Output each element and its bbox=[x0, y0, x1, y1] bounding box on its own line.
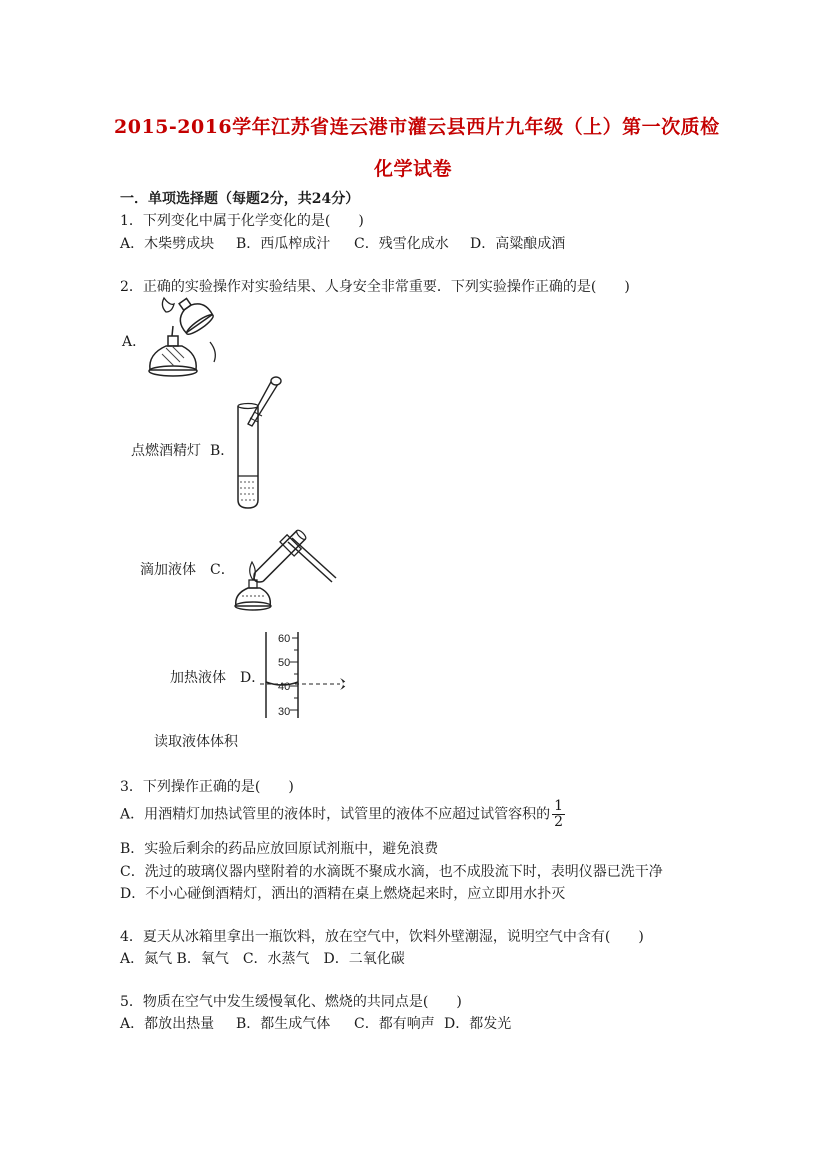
figure-heating-test-tube bbox=[230, 516, 340, 614]
q5-option-b: B．都生成气体 bbox=[236, 1016, 331, 1032]
fraction-denominator: 2 bbox=[554, 814, 564, 830]
paper-subtitle: 化学试卷 bbox=[374, 158, 453, 180]
question-3-stem: 3．下列操作正确的是( ) bbox=[120, 779, 294, 795]
figure-graduated-cylinder bbox=[260, 630, 356, 720]
q4-options: A．氮气 B．氧气 C．水蒸气 D．二氧化碳 bbox=[120, 951, 405, 967]
q3-option-a bbox=[120, 799, 565, 830]
q3-option-c: C．洗过的玻璃仪器内壁附着的水滴既不聚成水滴，也不成股流下时，表明仪器已洗干净 bbox=[120, 864, 663, 880]
q2-option-a-label: A． bbox=[122, 334, 147, 350]
q2-figure-c-caption: 加热液体 bbox=[170, 670, 226, 686]
q2-option-d-label: D． bbox=[240, 670, 266, 686]
q1-option-b: B．西瓜榨成汁 bbox=[236, 236, 331, 252]
q5-option-a: A．都放出热量 bbox=[120, 1016, 215, 1032]
q3-option-a-text: A．用酒精灯加热试管里的液体时，试管里的液体不应超过试管容积的 bbox=[120, 806, 551, 823]
q5-option-c: C．都有响声 bbox=[354, 1016, 435, 1032]
question-5-stem: 5．物质在空气中发生缓慢氧化、燃烧的共同点是( ) bbox=[120, 994, 462, 1010]
q2-option-c-label: C． bbox=[210, 562, 235, 578]
fraction-one-half bbox=[552, 799, 565, 830]
question-2-stem: 2．正确的实验操作对实验结果、人身安全非常重要．下列实验操作正确的是( ) bbox=[120, 279, 630, 295]
tick-label-50: 50 bbox=[278, 657, 291, 669]
q2-figure-a-caption: 点燃酒精灯 bbox=[131, 443, 201, 459]
tick-label-40: 40 bbox=[278, 681, 291, 693]
fraction-numerator: 1 bbox=[554, 798, 564, 814]
q3-option-d: D．不小心碰倒酒精灯，洒出的酒精在桌上燃烧起来时，应立即用水扑灭 bbox=[120, 886, 566, 902]
section-heading: 一．单项选择题（每题2分，共24分） bbox=[120, 191, 360, 207]
question-1-stem: 1．下列变化中属于化学变化的是( ) bbox=[120, 213, 364, 229]
tick-label-60: 60 bbox=[278, 633, 291, 645]
tick-label-30: 30 bbox=[278, 706, 291, 718]
paper-title: 2015-2016学年江苏省连云港市灌云县西片九年级（上）第一次质检 bbox=[114, 116, 720, 138]
question-4-stem: 4．夏天从冰箱里拿出一瓶饮料，放在空气中，饮料外壁潮湿，说明空气中含有( ) bbox=[120, 929, 644, 945]
figure-dropper-test-tube bbox=[228, 376, 288, 512]
q2-option-b-label: B． bbox=[210, 443, 235, 459]
q5-option-d: D．都发光 bbox=[444, 1016, 512, 1032]
q3-option-b: B．实验后剩余的药品应放回原试剂瓶中，避免浪费 bbox=[120, 841, 439, 857]
q1-option-a: A．木柴劈成块 bbox=[120, 236, 215, 252]
q2-figure-d-caption: 读取液体体积 bbox=[154, 734, 238, 750]
q2-figure-b-caption: 滴加液体 bbox=[140, 562, 196, 578]
figure-alcohol-lamps bbox=[144, 296, 224, 388]
q1-option-c: C．残雪化成水 bbox=[354, 236, 449, 252]
q1-option-d: D．高粱酿成酒 bbox=[470, 236, 566, 252]
